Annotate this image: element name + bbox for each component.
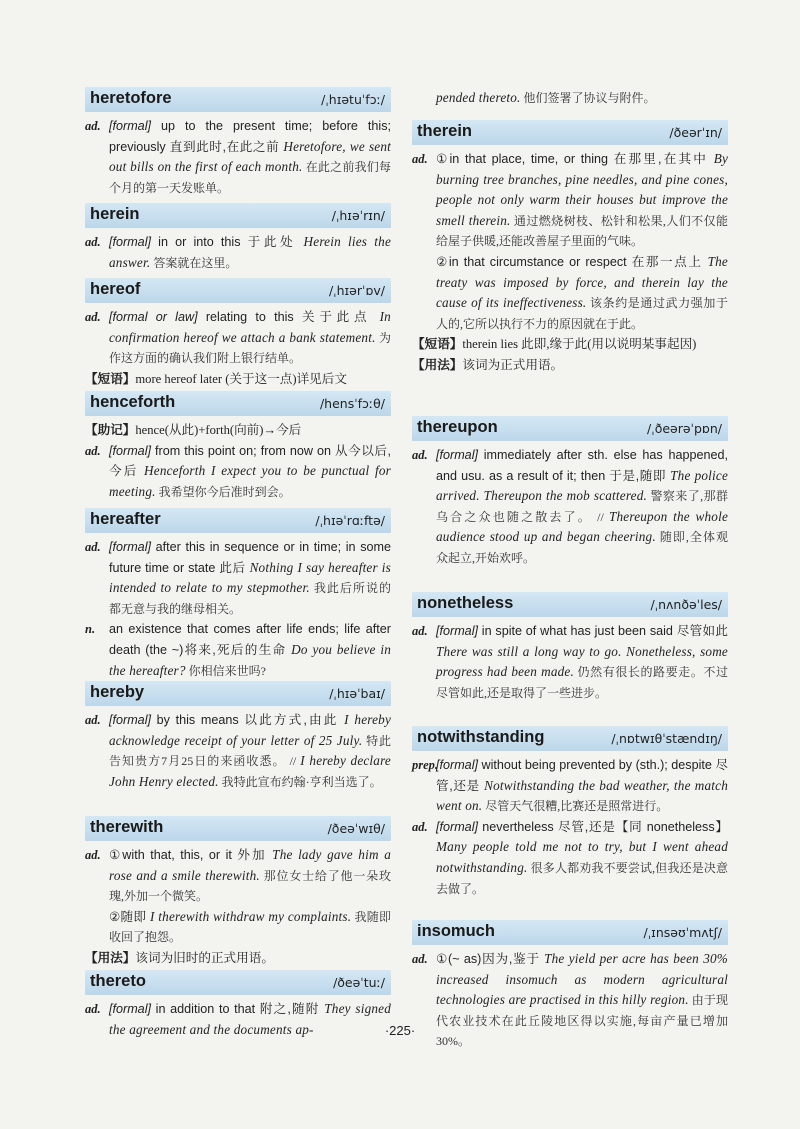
translation-text: 特此告知贵方7月25日的来函收悉。 // [109, 733, 391, 769]
headword-bar [85, 87, 391, 112]
part-of-speech: ad. [85, 540, 101, 554]
entry-body [85, 228, 391, 273]
headword-bar [85, 391, 391, 416]
headword: thereto [90, 972, 146, 990]
entry-body [85, 112, 391, 198]
example-text: They signed the agreement and the documents ap- [109, 1001, 392, 1037]
example-text: Nothing I say hereafter is intended to relate to my stepmother. [109, 559, 391, 596]
headword: henceforth [90, 393, 176, 411]
headword-bar [412, 920, 728, 945]
entry-body [412, 617, 728, 703]
pronunciation: /ˌhɪərˈɒv/ [328, 283, 385, 298]
definition: an existence that comes after life ends; life after death (the ~)将来,死后的生命 [109, 622, 391, 657]
translation-text: 你相信来世吗? [185, 663, 266, 678]
pronunciation: /ˌhɪəˈrɪn/ [331, 208, 385, 223]
part-of-speech: ad. [85, 443, 101, 458]
page-number: ·225· [384, 1023, 416, 1038]
entry-body [85, 533, 391, 681]
usage-label: [formal] [109, 443, 151, 458]
headword: heretofore [90, 89, 172, 107]
usage-label: [formal] [436, 819, 478, 834]
definition: in addition to that 附之,随附 [151, 1002, 325, 1016]
note-line [412, 334, 728, 355]
entry-body [412, 751, 728, 899]
headword-bar [412, 120, 728, 145]
tag-text: therein lies 此即,缘于此(用以说明某事起因) [462, 337, 697, 352]
sense [412, 621, 728, 703]
note-line [85, 369, 391, 390]
sense [85, 619, 391, 681]
continued-example [412, 88, 728, 109]
translation-text: 仍然有很长的路要走。不过尽管如此,还是取得了一些进步。 [436, 665, 728, 700]
example-text: Herein lies the answer. [109, 234, 391, 270]
headword-bar [412, 416, 728, 441]
headword: hereof [90, 280, 141, 298]
sense [85, 116, 391, 198]
tag-label: 【用法】 [412, 357, 463, 372]
example-text: I therewith withdraw my complaints. [149, 908, 352, 924]
headword-bar [412, 726, 728, 751]
example-text: The police arrived. Thereupon the mob scattered. [436, 467, 728, 504]
pronunciation: /ˌnɒtwɪθˈstændɪŋ/ [611, 731, 722, 746]
headword-bar [85, 816, 391, 841]
definition: nevertheless 尽管,还是【同 nonetheless】 [478, 819, 728, 834]
part-of-speech: ad. [412, 152, 428, 166]
note-line [412, 355, 728, 376]
entry-therein [412, 120, 728, 376]
note-line [85, 948, 391, 969]
sense [412, 755, 728, 817]
example-text: The treaty was imposed by force, and therein lay the cause of its ineffectiveness. [436, 253, 728, 311]
pronunciation: /ðeərˈɪn/ [669, 125, 722, 140]
translation-text: 该条约是通过武力强加于人的,它所以执行不力的原因就在于此。 [436, 296, 728, 331]
tag-label: 【用法】 [85, 950, 136, 965]
part-of-speech: prep. [412, 758, 439, 772]
sense [85, 232, 391, 273]
pronunciation: /ˌhɪətuˈfɔː/ [321, 92, 385, 107]
definition: without being prevented by (sth.); despite 尽管,还是 [436, 758, 728, 793]
definition: in spite of what has just been said 尽管如此 [478, 624, 728, 638]
entry-hereby [85, 681, 391, 792]
translation-text: 很多人都劝我不要尝试,但我还是决意去做了。 [436, 860, 728, 896]
headword-bar [85, 970, 391, 995]
entry-body [85, 303, 391, 389]
entry-body [412, 145, 728, 376]
translation-text: 我希望你今后准时到会。 [155, 484, 291, 499]
translation-text: 我随即收回了抱怨。 [109, 909, 391, 945]
pronunciation: /ˌnʌnðəˈles/ [650, 597, 722, 612]
example-text: I hereby acknowledge receipt of your letter of 25 July. [109, 712, 391, 748]
headword-bar [412, 592, 728, 617]
usage-label: [formal] [109, 119, 151, 133]
sense [412, 149, 728, 252]
example-text: Henceforth I expect you to be punctual for meeting. [109, 463, 392, 499]
translation-text: 通过燃烧树枝、松针和松果,人们不仅能给屋子供暖,还能改善屋子里面的气味。 [436, 213, 728, 249]
definition: after this in sequence or in time; in some future time or state 此后 [109, 540, 391, 575]
translation-text: 在此之前我们每个月的第一天发账单。 [109, 160, 391, 195]
headword-bar [85, 203, 391, 228]
example-text: There was still a long way to go. Nonetheless, some progress had been made. [436, 643, 728, 680]
headword: therewith [90, 818, 164, 836]
sense [85, 307, 391, 369]
tag-text: 该词为正式用语。 [462, 357, 564, 372]
example-text: Many people told me not to try, but I went ahead notwithstanding. [436, 839, 728, 875]
example-text: Heretofore, we sent out bills on the first of each month. [109, 138, 391, 175]
tag-label: 【短语】 [412, 337, 463, 352]
part-of-speech: n. [85, 622, 96, 637]
definition: up to the present time; before this; previously 直到此时,在此之前 [109, 119, 391, 154]
pronunciation: /ˌðeərəˈpɒn/ [647, 421, 722, 436]
tag-text: 该词为旧时的正式用语。 [135, 950, 274, 965]
example-text: pended thereto. [436, 90, 521, 105]
usage-label: [formal] [436, 624, 478, 638]
sense [412, 252, 728, 334]
headword: insomuch [417, 922, 495, 940]
definition: ①(~ as)因为,鉴于 [436, 952, 545, 966]
entry-nonetheless [412, 592, 728, 703]
headword: therein [417, 122, 473, 140]
entry-herein [85, 203, 391, 273]
usage-label: [formal] [109, 713, 151, 727]
entry-heretofore [85, 87, 391, 198]
entry-body [85, 841, 391, 969]
headword: hereafter [90, 510, 161, 528]
translation-text: 那位女士给了他一朵玫瑰,外加一个微笑。 [109, 868, 391, 904]
usage-label: [formal] [436, 448, 478, 462]
headword-bar [85, 508, 391, 533]
pronunciation: /ðeəˈtuː/ [333, 975, 385, 990]
translation-text: 警察来了,那群乌合之众也随之散去了。 // [436, 489, 728, 524]
usage-label: [formal or law] [109, 310, 198, 324]
mnemonic-line [85, 420, 391, 441]
example-text: The lady gave him a rose and a smile therewith. [109, 847, 392, 883]
example-text: The yield per acre has been 30% increased insomuch as modern agricultural technologies are practised in this hilly region. [436, 951, 728, 1008]
definition: ②in that circumstance or respect 在那一点上 [436, 254, 708, 269]
headword: hereby [90, 683, 145, 701]
entry-body [412, 441, 728, 569]
pronunciation: /ˌhɪəˈrɑːftə/ [315, 513, 385, 528]
part-of-speech: ad. [85, 848, 101, 862]
sense [412, 817, 728, 899]
headword: nonetheless [417, 594, 514, 612]
part-of-speech: ad. [412, 819, 428, 834]
definition: from this point on; from now on 从今以后,今后 [109, 443, 391, 479]
definition: by this means 以此方式,由此 [151, 713, 345, 727]
part-of-speech: ad. [412, 624, 428, 638]
entry-hereof [85, 278, 391, 389]
translation-text: 随即,全体观众起立,开始欢呼。 [436, 530, 728, 565]
definition: ①in that place, time, or thing 在那里,在其中 [436, 152, 714, 166]
usage-label: [formal] [109, 235, 151, 249]
part-of-speech: ad. [85, 310, 101, 324]
translation-text: 我特此宣布约翰·亨利当选了。 [218, 774, 382, 789]
usage-label: [formal] [436, 758, 478, 772]
part-of-speech: ad. [85, 235, 101, 249]
tag-text: more hereof later (关于这一点)详见后文 [135, 371, 347, 386]
part-of-speech: ad. [85, 713, 101, 727]
pronunciation: /hensˈfɔːθ/ [319, 396, 385, 411]
translation-text: 尽管天气很糟,比赛还是照常进行。 [482, 799, 669, 814]
entry-hereafter [85, 508, 391, 681]
pronunciation: /ðeəˈwɪθ/ [327, 821, 385, 836]
example-text: By burning tree branches, pine needles, and pine cones, people not only warm their houses but improve the smell therein. [436, 151, 728, 228]
translation-text: 他们签署了协议与附件。 [520, 91, 656, 105]
part-of-speech: ad. [412, 952, 428, 966]
entry-therewith [85, 816, 391, 969]
translation-text: 我此后所说的都无意与我的继母相关。 [109, 581, 391, 616]
definition: ②随即 [109, 909, 150, 924]
sense [85, 537, 391, 619]
sense [85, 710, 391, 792]
definition: ①with that, this, or it 外加 [109, 848, 273, 862]
definition: immediately after sth. else has happened, and usu. as a result of it; then 于是,随即 [436, 448, 728, 483]
entry-body [85, 706, 391, 792]
entry-henceforth [85, 391, 391, 502]
example-text: I hereby declare John Henry elected. [109, 753, 391, 789]
example-text: In confirmation hereof we attach a bank statement. [109, 309, 391, 345]
sense [412, 445, 728, 569]
example-text: Thereupon the whole audience stood up and began cheering. [436, 508, 728, 545]
tag-text: hence(从此)+forth(向前)→今后 [135, 423, 302, 437]
entry-body [85, 416, 391, 502]
part-of-speech: ad. [85, 1002, 101, 1016]
definition: in or into this 于此处 [151, 235, 304, 249]
tag-label: 【助记】 [85, 423, 136, 437]
usage-label: [formal] [109, 1002, 151, 1016]
example-text: Do you believe in the hereafter? [109, 641, 392, 678]
definition: relating to this 关于此点 [197, 310, 380, 324]
headword: thereupon [417, 418, 498, 436]
sense [85, 845, 391, 907]
headword-bar [85, 278, 391, 303]
usage-label: [formal] [109, 540, 151, 554]
translation-text: 由于现代农业技术在此丘陵地区得以实施,每亩产量已增加30%。 [436, 993, 728, 1049]
translation-text: 为作这方面的确认我们附上银行结单。 [109, 330, 391, 366]
part-of-speech: ad. [85, 119, 101, 133]
entry-thereupon [412, 416, 728, 569]
sense [85, 907, 391, 948]
pronunciation: /ˌhɪəˈbaɪ/ [329, 686, 385, 701]
example-text: Notwithstanding the bad weather, the match went on. [436, 777, 729, 814]
translation-text: 答案就在这里。 [150, 255, 238, 270]
tag-label: 【短语】 [85, 371, 136, 386]
entry-notwithstanding [412, 726, 728, 899]
headword: herein [90, 205, 140, 223]
headword-bar [85, 681, 391, 706]
headword: notwithstanding [417, 728, 545, 746]
sense [85, 441, 391, 503]
part-of-speech: ad. [412, 448, 428, 462]
pronunciation: /ˌɪnsəʊˈmʌtʃ/ [643, 925, 722, 940]
